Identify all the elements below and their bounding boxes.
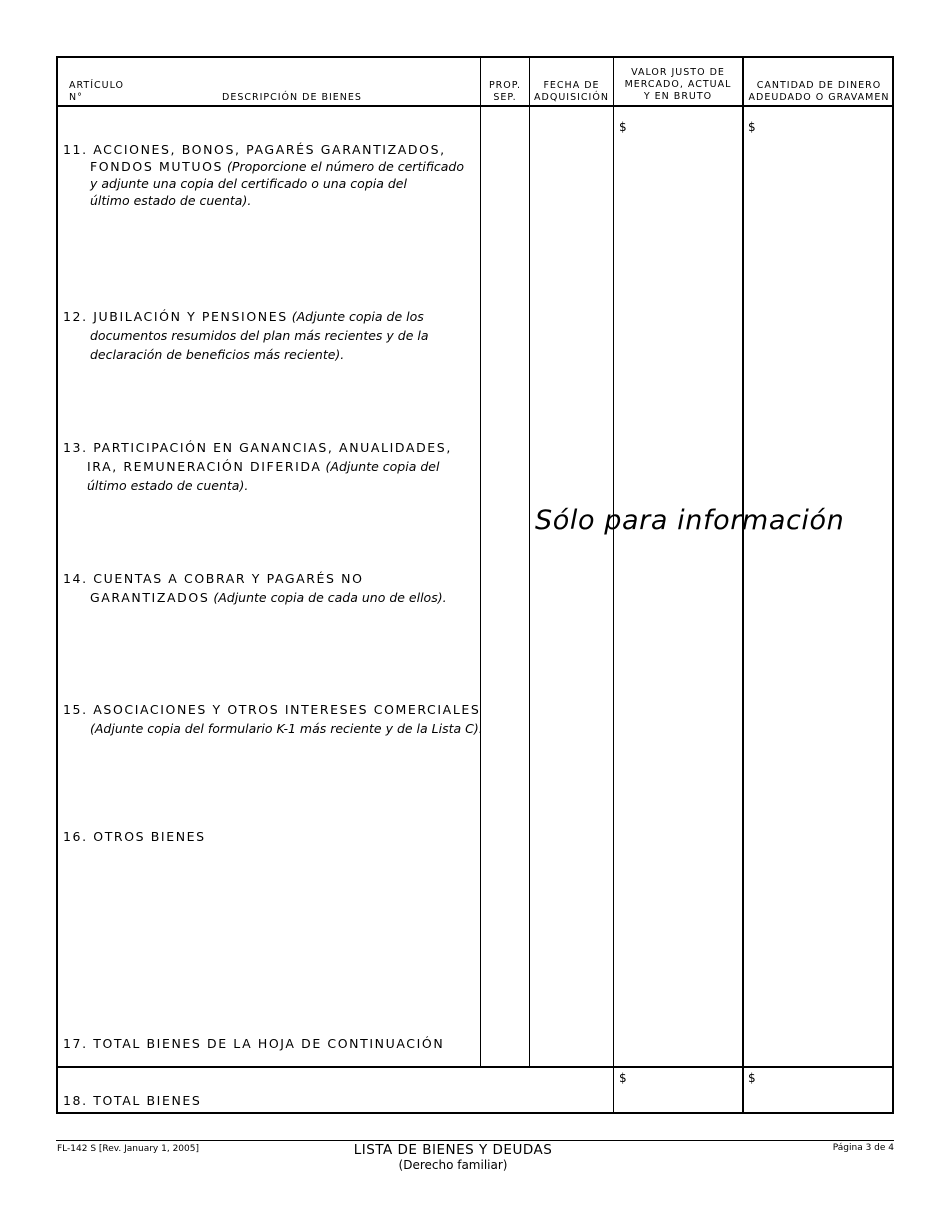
footer-divider [56,1140,894,1141]
item-12-note: (Adjunte copia de los [291,309,424,324]
totals-divider [56,1066,894,1068]
footer-page-number: Página 3 de 4 [832,1143,894,1153]
header-fecha [530,80,613,104]
item-18-title: 18. TOTAL BIENES [63,1093,202,1108]
header-valor-line3: Y EN BRUTO [643,91,713,102]
col-line-cantidad [742,56,744,1114]
item-14-note: (Adjunte copia de cada uno de ellos). [213,590,447,605]
header-articulo: ARTÍCULO [69,80,125,91]
item-12 [63,307,429,364]
item-11-note-line3: último estado de cuenta). [90,193,252,208]
item-12-title: 12. JUBILACIÓN Y PENSIONES [63,309,288,324]
item-18 [63,1092,201,1109]
cantidad-dollar-top: $ [748,120,756,134]
item-14 [63,569,447,607]
item-12-note-line3: declaración de beneficios más reciente). [90,347,345,362]
header-divider [56,105,894,107]
header-descripcion: DESCRIPCIÓN DE BIENES [222,92,362,103]
item-13-title: 13. PARTICIPACIÓN EN GANANCIAS, ANUALIDADES, [63,440,452,455]
item-11 [63,141,464,209]
item-14-title-cont: GARANTIZADOS [90,590,210,605]
header-cantidad-line2: ADEUDADO O GRAVAMEN [748,92,890,103]
footer-title-block [300,1142,606,1172]
header-valor-line1: VALOR JUSTO DE [631,67,725,78]
item-17-title: 17. TOTAL BIENES DE LA HOJA DE CONTINUACIÓN [63,1036,445,1051]
footer-form-id: FL-142 S [Rev. January 1, 2005] [57,1144,199,1154]
footer-subtitle: (Derecho familiar) [398,1158,508,1172]
watermark-text: Sólo para información [535,505,845,536]
item-16-title: 16. OTROS BIENES [63,829,206,844]
item-13-note: (Adjunte copia del [325,459,440,474]
footer-title: LISTA DE BIENES Y DEUDAS [353,1142,553,1158]
col-line-valor [613,56,614,1114]
cantidad-dollar-total: $ [748,1071,756,1085]
item-13 [63,438,452,495]
item-15-title: 15. ASOCIACIONES Y OTROS INTERESES COMERCIALES [63,702,481,717]
item-11-title: 11. ACCIONES, BONOS, PAGARÉS GARANTIZADOS, [63,142,446,157]
item-12-note-line2: documentos resumidos del plan más recientes y de la [90,328,429,343]
item-11-note: (Proporcione el número de certificado [227,159,465,174]
item-11-title-cont: FONDOS MUTUOS [90,159,224,174]
header-fecha-line1: FECHA DE [543,80,600,91]
item-13-note-line2: último estado de cuenta). [87,478,249,493]
header-numero: N° [69,92,83,103]
item-14-title: 14. CUENTAS A COBRAR Y PAGARÉS NO [63,571,364,586]
header-prop-sep [481,80,529,104]
item-13-title-cont: IRA, REMUNERACIÓN DIFERIDA [87,459,322,474]
valor-dollar-total: $ [619,1071,627,1085]
col-line-fecha [529,56,530,1067]
valor-dollar-top: $ [619,120,627,134]
col-line-prop [480,56,481,1067]
header-prop-line1: PROP. [488,80,522,91]
item-11-note-line2: y adjunte una copia del certificado o una copia del [90,176,407,191]
item-15-note: (Adjunte copia del formulario K-1 más reciente y de la Lista C). [90,721,483,736]
header-valor [614,67,742,103]
header-prop-line2: SEP. [493,92,517,103]
header-fecha-line2: ADQUISICIÓN [534,92,609,103]
header-cantidad [744,80,894,104]
header-cantidad-line1: CANTIDAD DE DINERO [756,80,882,91]
header-valor-line2: MERCADO, ACTUAL [624,79,732,90]
item-17 [63,1035,444,1052]
item-16 [63,828,206,845]
item-15 [63,700,483,738]
